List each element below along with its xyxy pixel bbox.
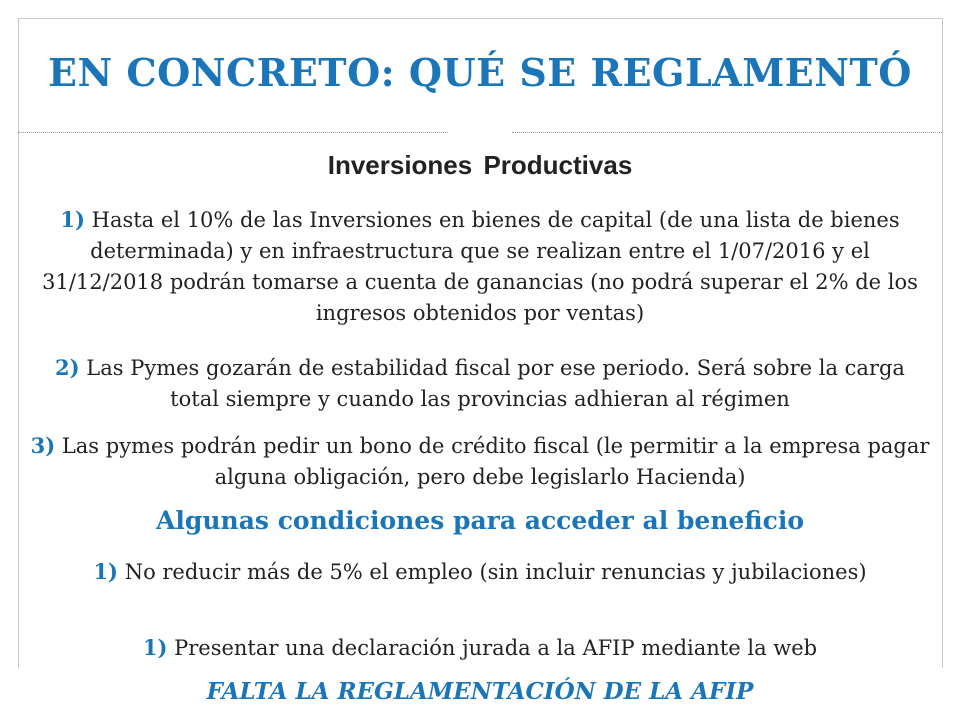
item-number: 3) [30, 433, 56, 458]
title-divider-right [512, 132, 942, 133]
condition-number: 1) [142, 635, 168, 660]
condition-text: Presentar una declaración jurada a la AFIP mediante la web [174, 636, 818, 660]
item-number: 2) [55, 355, 80, 380]
title-divider-left [18, 132, 448, 133]
list-item [30, 430, 930, 493]
conditions-heading: Algunas condiciones para acceder al beneficio [155, 506, 804, 535]
frame-border-left [18, 18, 19, 668]
list-item [30, 352, 930, 415]
footer-note: FALTA LA REGLAMENTACIÓN DE LA AFIP [0, 678, 960, 718]
slide-title: EN CONCRETO: QUÉ SE REGLAMENTÓ [48, 50, 912, 95]
item-text: Las pymes podrán pedir un bono de crédito fiscal (le permitir a la empresa pagar alguna obligación, pero debe legislarlo Hacienda) [61, 434, 930, 489]
item-text: Hasta el 10% de las Inversiones en bienes de capital (de una lista de bienes determinada) y en infraestructura que se realizan entre el 1/07/2016 y el 31/12/2018 podrán tomarse a cuenta de ganancias (no podrá superar el 2% de los ingresos obtenidos por ventas) [42, 208, 918, 325]
condition-item [30, 632, 930, 664]
frame-border-right [942, 18, 943, 668]
section-heading: Inversiones Productivas [327, 150, 633, 180]
condition-number: 1) [93, 559, 118, 584]
list-item [30, 204, 930, 329]
condition-text: No reducir más de 5% el empleo (sin incluir renuncias y jubilaciones) [124, 560, 867, 584]
condition-item [30, 556, 930, 588]
item-number: 1) [60, 207, 85, 232]
item-text: Las Pymes gozarán de estabilidad fiscal por ese periodo. Será sobre la carga total siempre y cuando las provincias adhieran al régimen [86, 356, 905, 411]
frame-border-top [18, 18, 942, 19]
